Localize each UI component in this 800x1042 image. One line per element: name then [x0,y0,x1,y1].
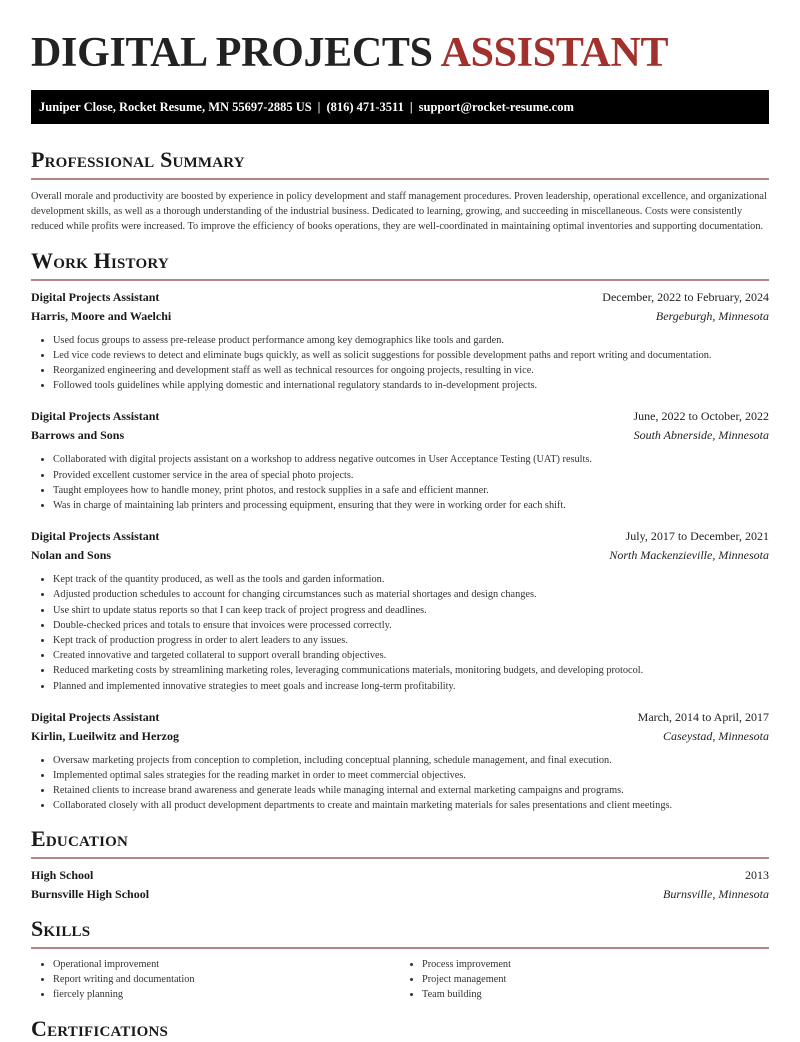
contact-email[interactable]: support@rocket-resume.com [418,100,574,114]
job-subheader [31,428,769,443]
job-bullets [31,452,769,513]
job-title: Digital Projects Assistant [31,409,160,424]
section-heading: Education [31,825,129,851]
list-item: • Operational improvement [53,957,400,972]
list-item: • Reorganized engineering and development staff as well as technical resources for ongoing projects, resulting in vice. [53,363,769,378]
list-item: • Taught employees how to handle money, print photos, and restock supplies in a safe and efficient manner. [53,483,769,498]
job-company: Harris, Moore and Waelchi [31,308,172,323]
list-item: • Double-checked prices and totals to ensure that invoices were processed correctly. [53,618,769,633]
job-header [31,529,769,544]
section-heading: Skills [31,915,91,941]
education-year: 2013 [745,867,769,882]
list-item: • Reduced marketing costs by streamlining marketing roles, leveraging communications materials, monitoring budgets, and developing protocol. [53,663,769,678]
title-accent: ASSISTANT [440,30,669,76]
list-item: • Provided excellent customer service in the area of special photo projects. [53,468,769,483]
section-skills [31,916,769,1003]
list-item: • Retained clients to increase brand awareness and generate leads while managing internal and external marketing campaigns and programs. [53,783,769,798]
list-item: • Followed tools guidelines while applying domestic and international regulatory standards to in-development projects. [53,378,769,393]
summary-text: Overall morale and productivity are boosted by experience in policy development and staff management procedures. Proven leadership, operational excellence, and organizational development skills, as well as a thorough understanding of the industrial business. Dedicated to learning, growing, and succeeding in miscellaneous. Costs were consistently reduced while profits were increased. To improve the efficiency of books operations, they are well-coordinated in maintaining optimal inventories and supporting documentation. [31,191,767,233]
job-location: North Mackenzieville, Minnesota [609,548,769,563]
job-location: South Abnerside, Minnesota [633,428,769,443]
job-dates: December, 2022 to February, 2024 [602,289,769,304]
section-heading: Professional Summary [31,147,245,172]
list-item: • Project management [422,972,769,987]
job-entry [31,290,769,394]
education-subheader [31,887,769,902]
section-summary [31,147,769,235]
job-title: Digital Projects Assistant [31,529,160,544]
section-certifications [31,1016,769,1042]
list-item: • Was in charge of maintaining lab printers and processing equipment, ensuring that they were in working order for each shift. [53,498,769,513]
job-entry [31,710,769,814]
separator: | [409,100,413,114]
list-item: • Planned and implemented innovative strategies to meet goals and increase long-term profitability. [53,679,769,694]
list-item: • Kept track of the quantity produced, as well as the tools and garden information. [53,572,769,587]
section-divider [31,178,769,180]
section-work-history [31,248,769,814]
job-bullets [31,753,769,814]
job-subheader [31,729,769,744]
section-heading: Work History [31,247,169,273]
list-item: • Implemented optimal sales strategies for the reading market in order to meet commercial objectives. [53,768,769,783]
list-item: • Oversaw marketing projects from conception to completion, including conceptual planning, schedule management, and final execution. [53,753,769,768]
list-item: • Used focus groups to assess pre-release product performance among key demographics like tools and garden. [53,333,769,348]
education-location: Burnsville, Minnesota [663,886,769,901]
separator: | [317,100,321,114]
job-dates: March, 2014 to April, 2017 [637,709,769,724]
job-bullets [31,333,769,394]
list-item: • Collaborated closely with all product development departments to create and maintain marketing materials for sales presentations and client meetings. [53,798,769,813]
job-header [31,290,769,305]
list-item: • Collaborated with digital projects assistant on a workshop to address negative outcomes in User Acceptance Testing (UAT) results. [53,452,769,467]
contact-bar [31,90,769,124]
job-location: Caseystad, Minnesota [663,728,769,743]
section-divider [31,857,769,859]
section-divider [31,279,769,281]
job-dates: July, 2017 to December, 2021 [625,529,769,544]
job-dates: June, 2022 to October, 2022 [633,409,769,424]
job-subheader [31,548,769,563]
list-item: • Adjusted production schedules to account for changing circumstances such as material shortages and design changes. [53,587,769,602]
section-heading: Certifications [31,1016,169,1042]
education-school: Burnsville High School [31,886,150,901]
job-location: Bergeburgh, Minnesota [655,308,769,323]
list-item: • Created innovative and targeted collateral to support overall branding objectives. [53,648,769,663]
job-subheader [31,309,769,324]
list-item: • Use shirt to update status reports so that I can keep track of project progress and deadlines. [53,603,769,618]
job-entry [31,409,769,513]
job-header [31,710,769,725]
job-header [31,409,769,424]
job-company: Barrows and Sons [31,428,125,443]
job-title: Digital Projects Assistant [31,709,160,724]
job-company: Nolan and Sons [31,548,112,563]
list-item: • Kept track of production progress in order to alert leaders to any issues. [53,633,769,648]
job-title: Digital Projects Assistant [31,289,160,304]
list-item: • Process improvement [422,957,769,972]
section-education [31,826,769,902]
contact-address: Juniper Close, Rocket Resume, MN 55697-2885 US [39,100,312,114]
education-degree: High School [31,867,94,882]
education-header [31,868,769,883]
contact-phone: (816) 471-3511 [326,100,404,114]
job-entry [31,529,769,694]
skills-list-right [400,957,769,1003]
list-item: • Report writing and documentation [53,972,400,987]
list-item: • fiercely planning [53,987,400,1002]
list-item: • Team building [422,987,769,1002]
list-item: • Led vice code reviews to detect and eliminate bugs quickly, as well as solicit suggestions for possible development paths and report writing and documentation. [53,348,769,363]
resume-title [31,0,769,74]
skills-columns [31,949,769,1003]
skills-list-left [31,957,400,1003]
title-main: DIGITAL PROJECTS [31,30,433,76]
job-company: Kirlin, Lueilwitz and Herzog [31,728,179,743]
job-bullets [31,572,769,694]
